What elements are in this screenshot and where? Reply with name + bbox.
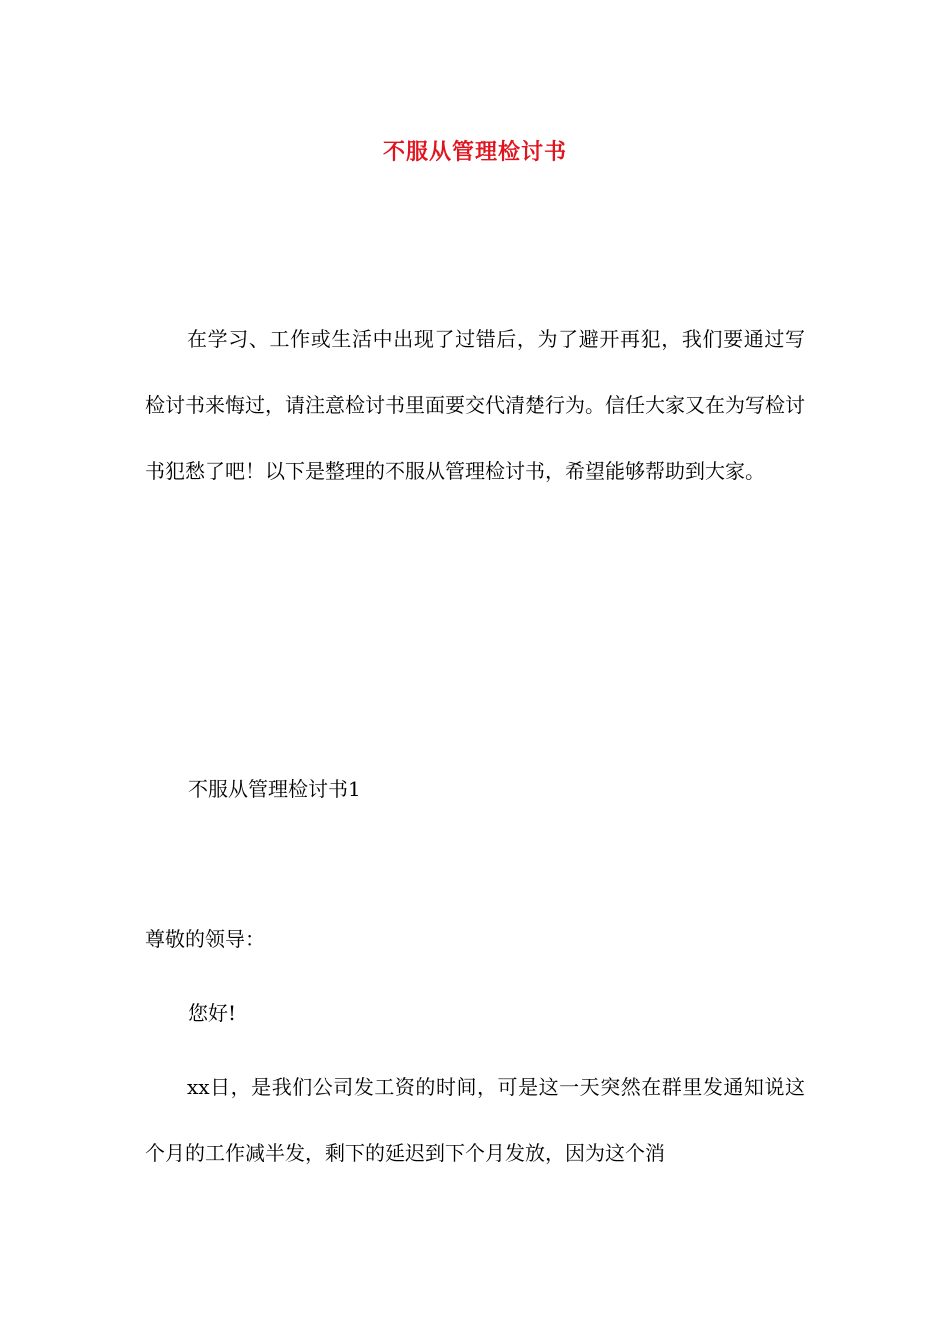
document-title: 不服从管理检讨书: [382, 139, 567, 165]
letter-paragraph: xx日，是我们公司发工资的时间，可是这一天突然在群里发通知说这个月的工作减半发，剩下的延迟到下个月发放，因为这个消: [145, 1075, 805, 1165]
section-heading: 不服从管理检讨书1: [188, 777, 361, 801]
intro-paragraph: 在学习、工作或生活中出现了过错后，为了避开再犯，我们要通过写检讨书来悔过，请注意检讨书里面要交代清楚行为。信任大家又在为写检讨书犯愁了吧！以下是整理的不服从管理检讨书，希望能够帮助到大家。: [145, 327, 805, 483]
salutation: 尊敬的领导：: [145, 927, 265, 951]
greeting: 您好!: [188, 1001, 237, 1025]
